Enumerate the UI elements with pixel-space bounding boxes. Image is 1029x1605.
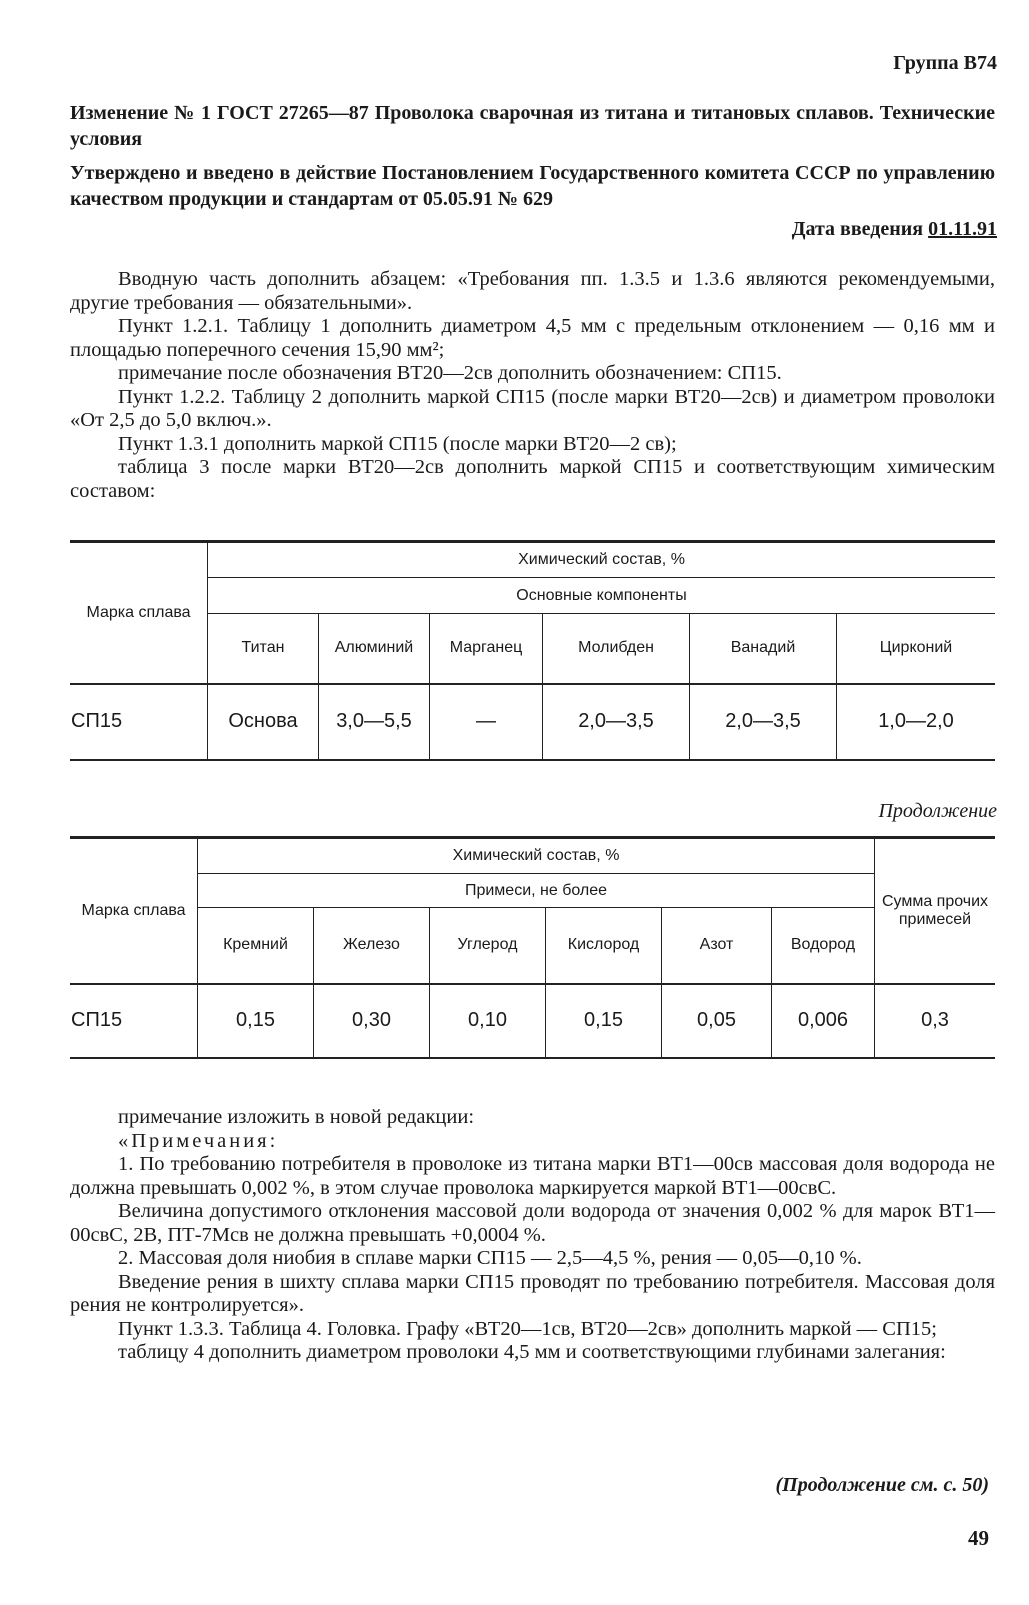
- paragraph: 2. Массовая доля ниобия в сплаве марки СП15 — 2,5—4,5 %, рения — 0,05—0,10 %.: [118, 1247, 862, 1269]
- group-code: Группа В74: [893, 52, 997, 74]
- value-cell: 1,0—2,0: [878, 710, 954, 732]
- effective-date: [792, 218, 997, 241]
- value-cell: 0,3: [921, 1009, 949, 1031]
- value-cell: 0,006: [772, 984, 875, 1058]
- paragraph: Пункт 1.3.1 дополнить маркой СП15 (после марки ВТ20—2 св);: [118, 432, 677, 455]
- col-header: Цирконий: [879, 639, 953, 657]
- col-header: Алюминий: [319, 614, 430, 684]
- paragraph: Пункт 1.2.1. Таблицу 1 дополнить диаметром 4,5 мм с предельным отклонением — 0,16 мм и площадью поперечного сечения 15,90 мм²;: [70, 315, 995, 361]
- paragraph: Величина допустимого отклонения массовой доли водорода от значения 0,002 % для марок ВТ1—00свС, 2В, ПТ-7Мсв не должна превышать +0,0004 %.: [70, 1200, 995, 1246]
- paragraph: Пункт 1.2.2. Таблицу 2 дополнить маркой СП15 (после марки ВТ20—2св) и диаметром проволоки «От 2,5 до 5,0 включ.».: [70, 385, 995, 431]
- col-header: Водород: [772, 908, 875, 984]
- value-cell: —: [430, 684, 543, 760]
- value-cell: 0,15: [198, 984, 314, 1058]
- chem-header: Химический состав, %: [198, 838, 875, 874]
- col-header: Титан: [208, 614, 319, 684]
- amendment-title: Изменение № 1 ГОСТ 27265—87 Проволока сварочная из титана и титановых сплавов. Технические условия: [70, 102, 995, 150]
- date-value: 01.11.91: [928, 218, 997, 240]
- value-cell: 0,10: [430, 984, 546, 1058]
- col-header: Кислород: [546, 908, 662, 984]
- table-main-components: [70, 540, 995, 761]
- value-cell: 2,0—3,5: [543, 684, 690, 760]
- notes-title: «Примечания:: [118, 1129, 279, 1152]
- date-label: Дата введения: [791, 218, 924, 240]
- paragraph: Вводную часть дополнить абзацем: «Требования пп. 1.3.5 и 1.3.6 являются рекомендуемыми, другие требования — обязательными».: [70, 268, 995, 314]
- value-cell: 3,0—5,5: [319, 684, 430, 760]
- paragraph: таблицу 4 дополнить диаметром проволоки 4,5 мм и соответствующими глубинами залегания:: [118, 1341, 946, 1363]
- sum-header: Сумма прочих примесей: [881, 892, 989, 928]
- group-header: Основные компоненты: [208, 578, 996, 614]
- grade-header: Марка сплава: [70, 838, 198, 984]
- page-number: 49: [968, 1526, 989, 1550]
- paragraph: примечание изложить в новой редакции:: [118, 1106, 475, 1128]
- value-cell: 2,0—3,5: [690, 684, 837, 760]
- paragraph: Введение рения в шихту сплава марки СП15 проводят по требованию потребителя. Массовая доля рения не контролируется».: [70, 1270, 995, 1316]
- group-header: Примеси, не более: [198, 874, 875, 908]
- col-header: Молибден: [543, 614, 690, 684]
- approval-statement: Утверждено и введено в действие Постановлением Государственного комитета СССР по управлению качеством продукции и стандартам от 05.05.91 № 629: [70, 162, 995, 210]
- grade-cell: СП15: [70, 684, 208, 760]
- grade-cell: СП15: [70, 984, 198, 1058]
- grade-header: Марка сплава: [70, 542, 208, 684]
- paragraph: примечание после обозначения ВТ20—2св дополнить обозначением: СП15.: [118, 362, 782, 384]
- continuation-label: Продолжение: [878, 800, 997, 822]
- continued-note: (Продолжение см. с. 50): [775, 1474, 989, 1496]
- col-header: Ванадий: [690, 614, 837, 684]
- col-header: Азот: [662, 908, 772, 984]
- paragraph: Пункт 1.3.3. Таблица 4. Головка. Графу «ВТ20—1св, ВТ20—2св» дополнить маркой — СП15;: [118, 1317, 937, 1340]
- value-cell: Основа: [208, 684, 319, 760]
- paragraph: 1. По требованию потребителя в проволоке из титана марки ВТ1—00св массовая доля водорода не должна превышать 0,002 %, в этом случае проволока маркируется маркой ВТ1—00свС.: [70, 1153, 995, 1199]
- value-cell: 0,05: [662, 984, 772, 1058]
- col-header: Кремний: [198, 908, 314, 984]
- table-impurities: [70, 836, 995, 1059]
- value-cell: 0,15: [546, 984, 662, 1058]
- notes-text: [70, 1106, 995, 1365]
- col-header: Углерод: [430, 908, 546, 984]
- intro-text: [70, 268, 995, 503]
- value-cell: 0,30: [314, 984, 430, 1058]
- col-header: Железо: [314, 908, 430, 984]
- paragraph: таблица 3 после марки ВТ20—2св дополнить маркой СП15 и соответствующим химическим составом:: [70, 456, 995, 502]
- col-header: Марганец: [430, 614, 543, 684]
- chem-header: Химический состав, %: [208, 542, 996, 578]
